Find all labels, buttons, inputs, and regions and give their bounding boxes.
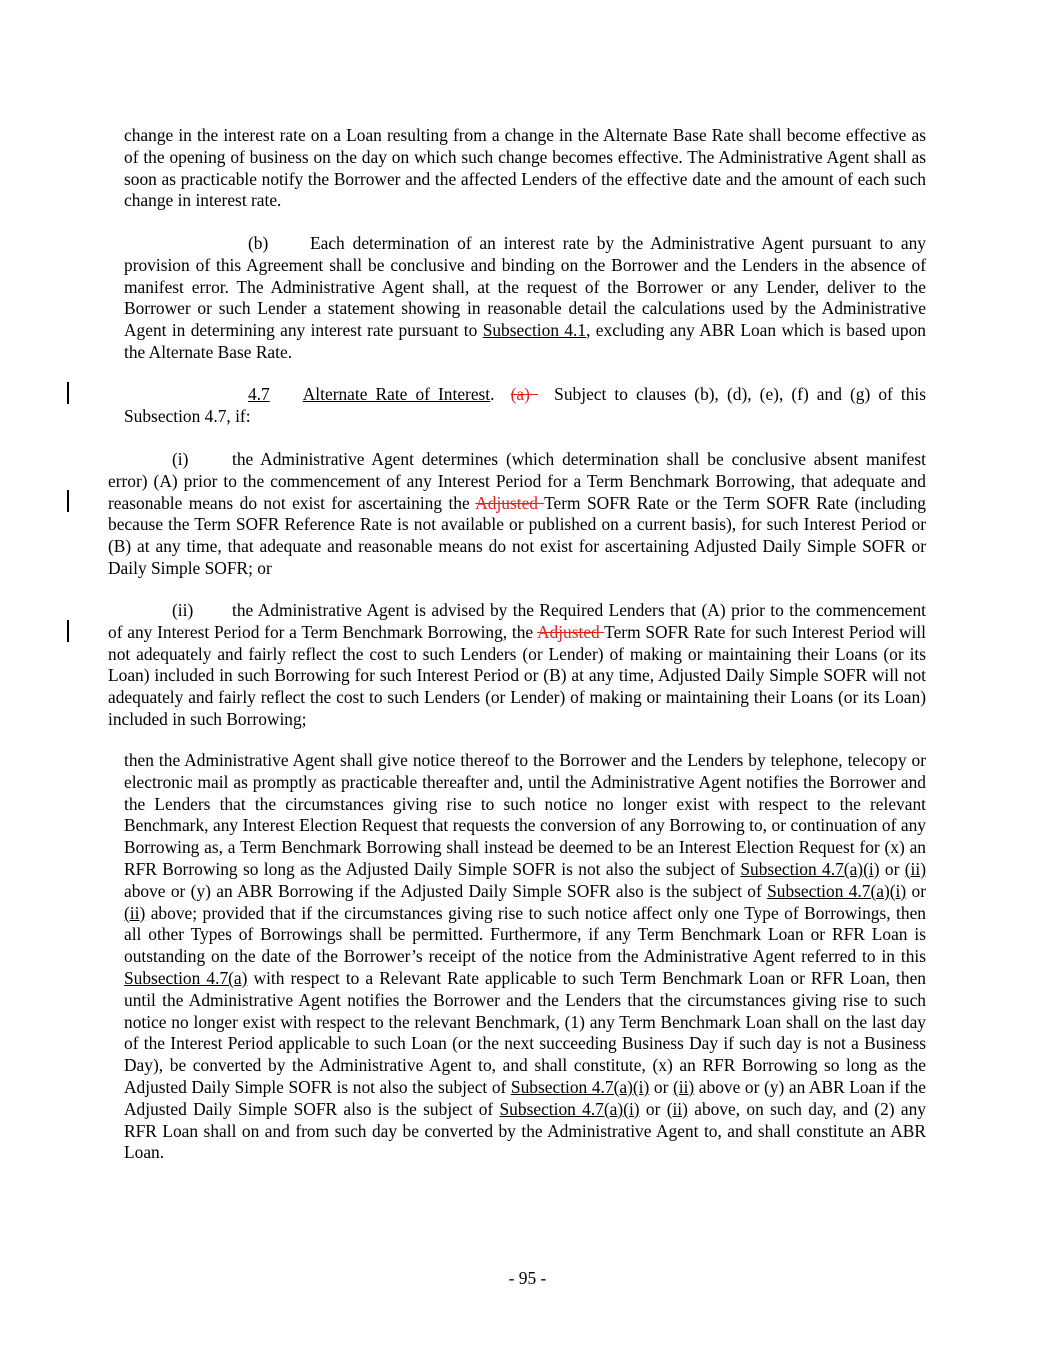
paragraph-b-determination xyxy=(124,233,926,364)
cross-reference-link[interactable]: (ii) xyxy=(672,1076,695,1097)
paragraph-text: the Administrative Agent is advised by the Required Lenders that (A) prior to the commencement of any Interest Period for a Term Benchmark Borrowing, the xyxy=(108,600,926,642)
cross-reference-link[interactable]: (ii) xyxy=(666,1098,688,1119)
clause-label: (i) xyxy=(172,449,189,469)
clause-label: (ii) xyxy=(172,600,194,620)
paragraph-text: above; provided that if the circumstances giving rise to such notice affect only one Type of Borrowings, then all other Types of Borrowings shall be permitted. Furthermore, if any Term Benchmark Loan or RFR Loan is outstanding on the date of the Borrower’s receipt of the notice from the Administrative Agent referred to in this xyxy=(124,902,926,967)
paragraph-notice-conversion xyxy=(124,750,926,1164)
paragraph-text: above or (y) an ABR Borrowing if the Adjusted Daily Simple SOFR also is the subject of xyxy=(124,880,768,901)
cross-reference-link[interactable]: Subsection 4.7(a)(i) xyxy=(740,858,880,879)
paragraph-text: , excluding any ABR Loan which is based upon the Alternate Base Rate. xyxy=(124,320,926,362)
change-bar xyxy=(67,620,69,642)
paragraph-text: or xyxy=(879,858,905,879)
paragraph-text: Term SOFR Rate for such Interest Period will not adequately and fairly reflect the cost to such Lenders (or Lender) of making or maintaining their Loans (or its Loan) included in such Borrowing for such Interest Period or (B) at any time, Adjusted Daily Simple SOFR will not adequately and fairly reflect the cost to such Lenders (or Lender) of making or maintaining their Loans (or its Loan) included in such Borrowing; xyxy=(108,621,927,729)
paragraph-text: with respect to a Relevant Rate applicable to such Term Benchmark Loan or RFR Loan, then until the Administrative Agent notifies the Borrower and the Lenders that the circumstances giving rise to such notice no longer exist with respect to the relevant Benchmark, (1) any Term Benchmark Loan shall on the last day of the Interest Period applicable to such Loan (or the next succeeding Business Day if such day is not a Business Day), be converted by the Administrative Agent to, and shall constitute, (x) an RFR Borrowing so long as the Adjusted Daily Simple SOFR is not also the subject of xyxy=(124,967,926,1097)
paragraph-text: then the Administrative Agent shall give notice thereof to the Borrower and the Lenders by telephone, telecopy or electronic mail as promptly as practicable thereafter and, until the Administrative Agent notifies the Borrower and the Lenders that the circumstances giving rise to such notice no longer exist with respect to the relevant Benchmark, any Interest Election Request that requests the conversion of any Borrowing to, or continuation of any Borrowing as, a Term Benchmark Borrowing shall instead be deemed to be an Interest Election Request for (x) an RFR Borrowing so long as the Adjusted Daily Simple SOFR is not also the subject of xyxy=(124,750,926,879)
page-number: - 95 - xyxy=(508,1268,547,1288)
paragraph-text: the Administrative Agent determines (which determination shall be conclusive absent manifest error) (A) prior to the commencement of any Interest Period for a Term Benchmark Borrowing, that adequate and reasonable means do not exist for ascertaining the xyxy=(108,449,926,513)
paragraph-text: above, on such day, and (2) any RFR Loan shall on and from such day be converted by the Administrative Agent to, and shall constitute an ABR Loan. xyxy=(124,1098,926,1163)
clause-label: (b) xyxy=(248,233,269,253)
cross-reference-link[interactable]: Subsection 4.7(a) xyxy=(124,967,248,988)
paragraph-rate-change xyxy=(124,125,926,212)
paragraph-text: Each determination of an interest rate by the Administrative Agent pursuant to any provision of this Agreement shall be conclusive and binding on the Borrower and the Lenders in the absence of manifest error. The Administrative Agent shall, at the request of the Borrower or any Lender, deliver to the Borrower or such Lender a statement showing in reasonable detail the calculations used by the Administrative Agent in determining any interest rate pursuant to xyxy=(124,233,926,341)
paragraph-ii-advised xyxy=(108,600,926,731)
paragraph-text: above or (y) an ABR Loan if the Adjusted Daily Simple SOFR also is the subject of xyxy=(124,1076,927,1119)
cross-reference-link[interactable]: Subsection 4.7(a)(i) xyxy=(510,1076,650,1097)
deleted-text: (a) xyxy=(510,384,530,404)
paragraph-text: Subject to clauses (b), (d), (e), (f) and (g) of this Subsection 4.7, if: xyxy=(124,384,927,426)
cross-reference-link[interactable]: Subsection 4.1 xyxy=(482,320,587,341)
change-bar xyxy=(67,382,69,404)
section-heading: Alternate Rate of Interest xyxy=(302,384,491,404)
paragraph-text: or xyxy=(639,1098,667,1119)
paragraph-text: or xyxy=(649,1076,673,1097)
cross-reference-link[interactable]: Subsection 4.7(a)(i) xyxy=(499,1098,640,1119)
deleted-text: Adjusted xyxy=(475,492,545,513)
cross-reference-link[interactable]: (ii) xyxy=(904,858,926,879)
paragraph-i-determination xyxy=(108,449,926,580)
section-4-7-heading-paragraph: 4.7 Alternate Rate of Interest. (a) Subject to clauses (b), (d), (e), (f) and (g) of this Subsection 4.7, if: xyxy=(124,384,927,426)
cross-reference-link[interactable]: (ii) xyxy=(124,902,146,923)
cross-reference-link[interactable]: Subsection 4.7(a)(i) xyxy=(767,880,907,901)
change-bar xyxy=(67,490,69,512)
section-number: 4.7 xyxy=(248,384,270,404)
paragraph-text: or xyxy=(906,880,926,901)
paragraph-text: Term SOFR Rate or the Term SOFR Rate (including because the Term SOFR Reference Rate is not available or published on a current basis), for such Interest Period or (B) at any time, that adequate and reasonable means do not exist for ascertaining Adjusted Daily Simple SOFR or Daily Simple SOFR; or xyxy=(108,492,926,578)
paragraph-text: change in the interest rate on a Loan resulting from a change in the Alternate Base Rate shall become effective as of the opening of business on the day on which such change becomes effective. The Administrative Agent shall as soon as practicable notify the Borrower and the affected Lenders of the effective date and the amount of each such change in interest rate. xyxy=(124,125,926,211)
deleted-text: Adjusted xyxy=(536,621,605,642)
